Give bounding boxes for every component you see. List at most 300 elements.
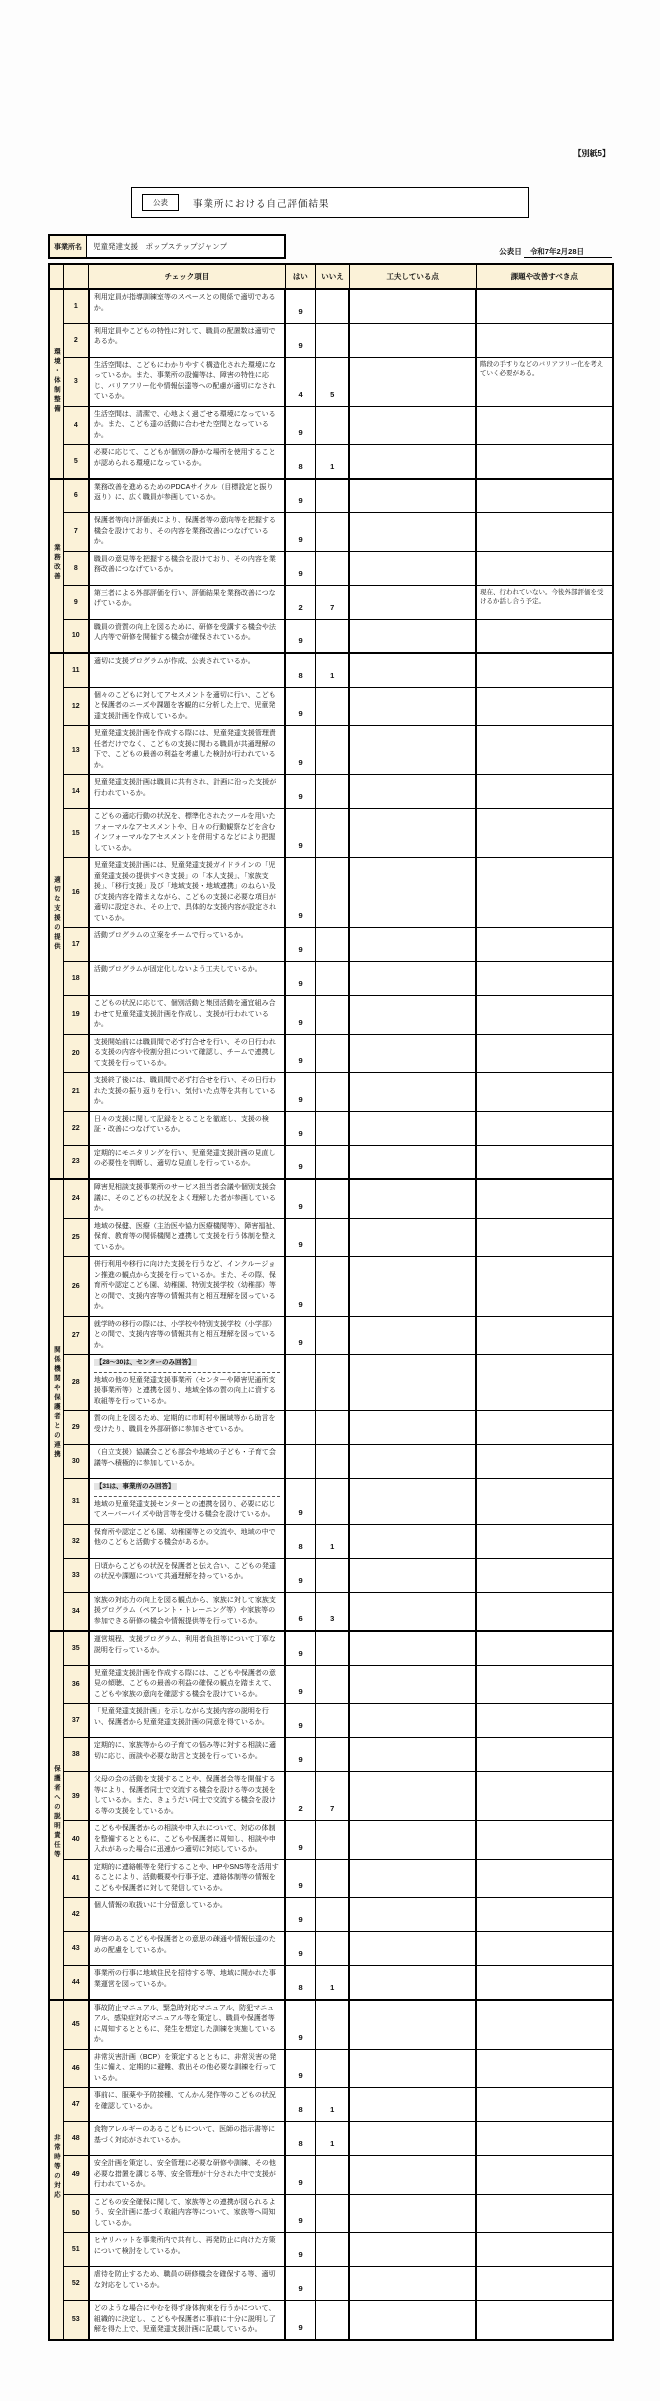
- check-item-text: [89, 619, 285, 653]
- check-item-text: [89, 585, 285, 619]
- row-number: 6: [63, 479, 89, 513]
- check-item-text: [89, 323, 285, 357]
- checklist-row: [49, 2088, 613, 2122]
- check-item-text: [89, 1257, 285, 1317]
- check-item-text: [89, 445, 285, 479]
- yes-count: 9: [285, 1821, 316, 1860]
- check-item-label: 職員の資質の向上を図るために、研修を受講する機会や法人内等で研修を開催する機会が確保されているか。: [93, 623, 276, 641]
- row-number: 13: [63, 726, 89, 775]
- issue-point-text: [476, 1524, 613, 1558]
- category-label: [49, 479, 63, 654]
- devised-point-text: [349, 996, 476, 1035]
- no-count: 7: [316, 1772, 350, 1821]
- no-count: 1: [316, 2122, 350, 2156]
- checklist-row: [49, 809, 613, 858]
- category-label: [49, 653, 63, 1179]
- issue-point-text: [476, 1665, 613, 1704]
- yes-count: 9: [285, 619, 316, 653]
- check-item-text: [89, 775, 285, 809]
- checklist-row: [49, 1111, 613, 1145]
- issue-point-text: [476, 726, 613, 775]
- issue-point-text: [476, 551, 613, 585]
- no-count: [316, 1316, 350, 1355]
- yes-count: 9: [285, 687, 316, 726]
- issue-point-text: [476, 323, 613, 357]
- no-count: [316, 996, 350, 1035]
- no-count: [316, 1257, 350, 1317]
- checklist-row: [49, 1179, 613, 1218]
- issue-point-text: [476, 1445, 613, 1479]
- yes-count: 9: [285, 2000, 316, 2050]
- office-name-value: 児童発達支援 ポップステップジャンプ: [93, 242, 228, 251]
- checklist-row: [49, 479, 613, 513]
- check-item-label: こどもの状況に応じて、個別活動と集団活動を適宜組み合わせて児童発達支援計画を作成し、支援が行われているか。: [93, 1000, 276, 1028]
- scope-note-text: 【31は、事業所のみ回答】: [95, 1483, 175, 1490]
- issue-point-text: [476, 1772, 613, 1821]
- devised-point-text: [349, 1966, 476, 2000]
- no-count: [316, 962, 350, 996]
- row-number: 27: [63, 1316, 89, 1355]
- checklist-row: [49, 858, 613, 928]
- row-number: 43: [63, 1932, 89, 1966]
- yes-count: 9: [285, 775, 316, 809]
- row-number: 17: [63, 928, 89, 962]
- publish-tag: 公表: [142, 194, 179, 211]
- devised-point-text: [349, 357, 476, 406]
- category-label: [49, 2000, 63, 2340]
- checklist-row: [49, 1524, 613, 1558]
- devised-point-text: [349, 1821, 476, 1860]
- scope-note: [94, 1482, 280, 1497]
- check-item-text: [89, 2049, 285, 2088]
- yes-count: 9: [285, 1898, 316, 1932]
- devised-point-text: [349, 1631, 476, 1665]
- check-item-label: 必要に応じて、こどもが個別の静かな場所を使用することが認められる環境になっているか。: [93, 449, 276, 467]
- row-number: 44: [63, 1966, 89, 2000]
- category-label-text: 環境・体制整備: [52, 348, 60, 415]
- issue-point-text: [476, 1631, 613, 1665]
- checklist-row: [49, 996, 613, 1035]
- row-number: 53: [63, 2301, 89, 2340]
- yes-count: 9: [285, 1073, 316, 1112]
- check-item-text: [89, 996, 285, 1035]
- no-count: [316, 726, 350, 775]
- issue-point-text: [476, 445, 613, 479]
- check-item-text: [89, 962, 285, 996]
- issue-point-text: [476, 1898, 613, 1932]
- checklist-row: [49, 445, 613, 479]
- checklist-row: [49, 653, 613, 687]
- check-item-label: 事前に、服薬や予防接種、てんかん発作等のこどもの状況を確認しているか。: [93, 2092, 276, 2110]
- no-count: [316, 1218, 350, 1257]
- devised-point-text: [349, 1218, 476, 1257]
- no-count: [316, 1631, 350, 1665]
- yes-count: 9: [285, 406, 316, 445]
- check-item-label: 地域の児童発達支援センターとの連携を図り、必要に応じてスーパーバイズや助言等を受ける機会を設けているか。: [93, 1500, 276, 1518]
- yes-count: 9: [285, 726, 316, 775]
- issue-point-text: [476, 2049, 613, 2088]
- devised-point-text: [349, 775, 476, 809]
- check-item-text: [89, 289, 285, 323]
- devised-point-text: [349, 858, 476, 928]
- check-item-label: 地域の保健、医療（主治医や協力医療機関等）、障害福祉、保育、教育等の関係機関と連携して支援を行う体制を整えているか。: [93, 1222, 280, 1251]
- category-label-text: 適切な支援の提供: [52, 875, 60, 952]
- row-number: 18: [63, 962, 89, 996]
- issue-point-text: [476, 809, 613, 858]
- category-label-text: 保護者への説明責任等: [52, 1765, 60, 1861]
- check-item-text: [89, 551, 285, 585]
- issue-point-text: [476, 1073, 613, 1112]
- check-item-label: 個々のこどもに対してアセスメントを適切に行い、こどもと保護者のニーズや課題を客観的に分析した上で、児童発達支援計画を作成しているか。: [93, 691, 276, 720]
- checklist-row: [49, 2000, 613, 2050]
- devised-point-text: [349, 585, 476, 619]
- devised-point-text: [349, 1558, 476, 1592]
- issue-point-text: [476, 2122, 613, 2156]
- devised-point-text: [349, 1111, 476, 1145]
- check-item-label: 第三者による外部評価を行い、評価結果を業務改善につなげているか。: [93, 589, 276, 607]
- no-count: [316, 2301, 350, 2340]
- no-count: [316, 809, 350, 858]
- row-number: 2: [63, 323, 89, 357]
- yes-count: 8: [285, 1524, 316, 1558]
- meta-row: [48, 234, 612, 259]
- row-number: 51: [63, 2233, 89, 2267]
- publish-date-label: 公表日: [499, 247, 522, 256]
- yes-count: 8: [285, 445, 316, 479]
- issue-point-text: [476, 1145, 613, 1179]
- checklist-row: [49, 1316, 613, 1355]
- yes-count: 9: [285, 551, 316, 585]
- check-item-label: 児童発達支援計画は職員に共有され、計画に沿った支援が行われているか。: [93, 779, 277, 797]
- issue-point-text: [476, 2000, 613, 2050]
- check-item-text: [89, 1479, 285, 1525]
- yes-count: 9: [285, 928, 316, 962]
- checklist-row: [49, 2156, 613, 2195]
- yes-count: 9: [285, 1179, 316, 1218]
- yes-count: 9: [285, 809, 316, 858]
- checklist-row: [49, 2122, 613, 2156]
- check-item-text: [89, 726, 285, 775]
- check-item-text: [89, 2122, 285, 2156]
- issue-point-text: [476, 687, 613, 726]
- yes-count: 9: [285, 2233, 316, 2267]
- yes-count: 9: [285, 858, 316, 928]
- check-item-label: 支援終了後には、職員間で必ず打合せを行い、その日行われた支援の振り返りを行い、気付いた点等を共有しているか。: [93, 1077, 276, 1105]
- devised-point-text: [349, 323, 476, 357]
- checklist-row: [49, 726, 613, 775]
- category-label: [49, 1179, 63, 1631]
- issue-point-text: [476, 1355, 613, 1411]
- check-item-label: 定期的に連絡帳等を発行することや、HPやSNS等を活用することにより、活動概要や行事予定、連絡体制等の情報をこどもや保護者に対して発信しているか。: [93, 1863, 279, 1892]
- no-count: 1: [316, 445, 350, 479]
- row-number: 12: [63, 687, 89, 726]
- category-label-text: 関係機関や保護者との連携: [52, 1345, 60, 1460]
- devised-point-text: [349, 2233, 476, 2267]
- check-item-text: [89, 1966, 285, 2000]
- check-item-label: 運営規程、支援プログラム、利用者負担等について丁寧な説明を行っているか。: [93, 1636, 276, 1654]
- no-count: [316, 2233, 350, 2267]
- row-number: 40: [63, 1821, 89, 1860]
- page-title: 事業所における自己評価結果: [193, 198, 330, 210]
- devised-point-text: [349, 1592, 476, 1631]
- check-item-label: 定期的に、家族等からの子育ての悩み等に対する相談に適切に応じ、面談や必要な助言と支援を行っているか。: [93, 1742, 276, 1760]
- no-count: 3: [316, 1592, 350, 1631]
- devised-point-text: [349, 2000, 476, 2050]
- check-item-label: 利用定員やこどもの特性に対して、職員の配置数は適切であるか。: [93, 327, 276, 345]
- devised-point-text: [349, 809, 476, 858]
- issue-point-text: [476, 2233, 613, 2267]
- issue-point-text: [476, 1859, 613, 1898]
- no-count: [316, 1073, 350, 1112]
- row-number: 50: [63, 2194, 89, 2233]
- checklist-row: [49, 1665, 613, 1704]
- check-item-label: こどもの安全確保に関して、家族等との連携が図られるよう、安全計画に基づく取組内容等について、家族等へ周知しているか。: [93, 2198, 276, 2227]
- row-number: 46: [63, 2049, 89, 2088]
- check-item-text: [89, 406, 285, 445]
- no-count: 1: [316, 653, 350, 687]
- row-number: 45: [63, 2000, 89, 2050]
- checklist-row: [49, 551, 613, 585]
- check-item-label: 父母の会の活動を支援することや、保護者会等を開催する等により、保護者同士で交流する機会を設ける等の支援をしているか。また、きょうだい同士で交流する機会を設ける等の支援をしているか。: [93, 1776, 276, 1815]
- check-item-label: 安全計画を策定し、安全管理に必要な研修や訓練、その他必要な措置を講じる等、安全管理が十分された中で支援が行われているか。: [93, 2160, 276, 2188]
- checklist-row: [49, 1218, 613, 1257]
- yes-count: 8: [285, 2122, 316, 2156]
- office-name-box: [48, 234, 286, 259]
- issue-point-text: [476, 406, 613, 445]
- row-number: 23: [63, 1145, 89, 1179]
- check-item-text: [89, 928, 285, 962]
- devised-point-text: [349, 2122, 476, 2156]
- checklist-row: [49, 1558, 613, 1592]
- check-item-text: [89, 809, 285, 858]
- check-item-label: 事故防止マニュアル、緊急時対応マニュアル、防犯マニュアル、感染症対応マニュアル等を策定し、職員や保護者等に周知するとともに、発生を想定した訓練を実施しているか。: [93, 2004, 276, 2043]
- no-count: [316, 2194, 350, 2233]
- check-item-text: [89, 2156, 285, 2195]
- issue-point-text: [476, 289, 613, 323]
- no-count: 7: [316, 585, 350, 619]
- no-count: [316, 1445, 350, 1479]
- checklist-row: [49, 1966, 613, 2000]
- check-item-label: 併行利用や移行に向けた支援を行うなど、インクルージョン推進の観点から支援を行っているか。また、その際、保育所や認定こども園、幼稚園、特別支援学校（幼稚部）等との間で、支援内容等の情報共有と相互理解を図っているか。: [93, 1261, 276, 1310]
- yes-count: 9: [285, 1479, 316, 1525]
- check-item-label: 支援開始前には職員間で必ず打合せを行い、その日行われる支援の内容や役割分担について確認し、チームで連携して支援を行っているか。: [93, 1038, 276, 1067]
- check-item-label: 日頃からこどもの状況を保護者と伝え合い、こどもの発達の状況や課題について共通理解を持っているか。: [93, 1562, 276, 1580]
- category-label: [49, 1631, 63, 2000]
- no-count: [316, 2267, 350, 2301]
- check-item-text: [89, 1772, 285, 1821]
- yes-count: 9: [285, 479, 316, 513]
- issue-point-text: [476, 775, 613, 809]
- check-item-text: [89, 1145, 285, 1179]
- check-item-text: [89, 687, 285, 726]
- checklist-row: [49, 775, 613, 809]
- row-number: 29: [63, 1411, 89, 1445]
- issue-point-text: [476, 2301, 613, 2340]
- no-count: [316, 1145, 350, 1179]
- row-number: 25: [63, 1218, 89, 1257]
- no-count: [316, 775, 350, 809]
- devised-point-text: [349, 653, 476, 687]
- issue-point-text: [476, 858, 613, 928]
- yes-count: 9: [285, 2156, 316, 2195]
- issue-point-text: [476, 1257, 613, 1317]
- checklist-row: [49, 928, 613, 962]
- yes-count: 9: [285, 2301, 316, 2340]
- check-item-label: 保育所や認定こども園、幼稚園等との交流や、地域の中で他のこどもと活動する機会があるか。: [93, 1528, 276, 1546]
- no-count: [316, 858, 350, 928]
- no-count: 5: [316, 357, 350, 406]
- check-item-text: [89, 1179, 285, 1218]
- devised-point-text: [349, 1704, 476, 1738]
- yes-count: 9: [285, 1034, 316, 1073]
- row-number: 16: [63, 858, 89, 928]
- no-count: 1: [316, 2088, 350, 2122]
- checklist-row: [49, 1738, 613, 1772]
- devised-point-text: [349, 962, 476, 996]
- checklist-row: [49, 2049, 613, 2088]
- row-number: 24: [63, 1179, 89, 1218]
- no-count: [316, 406, 350, 445]
- no-count: [316, 289, 350, 323]
- check-item-label: 「児童発達支援計画」を示しながら支援内容の説明を行い、保護者から児童発達支援計画の同意を得ているか。: [93, 1708, 269, 1726]
- issue-point-text: [476, 962, 613, 996]
- devised-point-text: [349, 406, 476, 445]
- yes-count: 2: [285, 585, 316, 619]
- check-item-label: 生活空間は、清潔で、心地よく過ごせる環境になっているか。また、こども達の活動に合わせた空間となっているか。: [93, 410, 276, 439]
- devised-point-text: [349, 2156, 476, 2195]
- checklist-row: [49, 406, 613, 445]
- check-item-text: [89, 1411, 285, 1445]
- check-item-label: 利用定員が指導訓練室等のスペースとの関係で適切であるか。: [93, 294, 276, 312]
- row-number: 36: [63, 1665, 89, 1704]
- yes-count: 9: [285, 1316, 316, 1355]
- yes-count: 9: [285, 1859, 316, 1898]
- devised-point-text: [349, 1445, 476, 1479]
- no-count: [316, 1411, 350, 1445]
- check-item-label: 適切に支援プログラムが作成、公表されているか。: [93, 658, 255, 665]
- check-item-label: こどもの適応行動の状況を、標準化されたツールを用いたフォーマルなアセスメントや、日々の行動観察などを含むインフォーマルなアセスメントを併用するなどにより把握しているか。: [93, 813, 276, 852]
- header-number-spacer: [63, 264, 89, 289]
- issue-point-text: [476, 928, 613, 962]
- check-item-label: 児童発達支援計画を作成する際には、児童発達支援管理責任者だけでなく、こどもの支援に関わる職員が共通理解の下で、こどもの最善の利益を考慮した検討が行われているか。: [93, 730, 276, 769]
- issue-point-text: [476, 513, 613, 552]
- checklist-row: [49, 1479, 613, 1525]
- no-count: [316, 1355, 350, 1411]
- no-count: [316, 2049, 350, 2088]
- devised-point-text: [349, 1859, 476, 1898]
- check-item-text: [89, 1524, 285, 1558]
- issue-point-text: [476, 1738, 613, 1772]
- devised-point-text: [349, 1145, 476, 1179]
- devised-point-text: [349, 2049, 476, 2088]
- issue-point-text: [476, 1704, 613, 1738]
- check-item-label: （自立支援）協議会こども部会や地域の子ども・子育て会議等へ積極的に参加しているか。: [93, 1449, 276, 1467]
- no-count: [316, 1665, 350, 1704]
- issue-point-text: [476, 1821, 613, 1860]
- yes-count: 8: [285, 2088, 316, 2122]
- devised-point-text: [349, 1772, 476, 1821]
- check-item-label: ヒヤリハットを事業所内で共有し、再発防止に向けた方策について検討をしているか。: [93, 2237, 276, 2255]
- checklist-row: [49, 962, 613, 996]
- check-item-label: 日々の支援に関して記録をとることを徹底し、支援の検証・改善につなげているか。: [93, 1115, 269, 1133]
- devised-point-text: [349, 513, 476, 552]
- yes-count: 9: [285, 1704, 316, 1738]
- checklist-row: [49, 1592, 613, 1631]
- row-number: 11: [63, 653, 89, 687]
- issue-point-text: [476, 2267, 613, 2301]
- check-item-label: 障害のあるこどもや保護者との意思の疎通や情報伝達のための配慮をしているか。: [93, 1936, 276, 1954]
- row-number: 34: [63, 1592, 89, 1631]
- devised-point-text: [349, 2267, 476, 2301]
- devised-point-text: [349, 1411, 476, 1445]
- issue-point-text: [476, 2194, 613, 2233]
- no-count: [316, 619, 350, 653]
- checklist-row: [49, 1631, 613, 1665]
- row-number: 47: [63, 2088, 89, 2122]
- check-item-label: 虐待を防止するため、職員の研修機会を確保する等、適切な対応をしているか。: [93, 2271, 276, 2289]
- checklist-row: [49, 687, 613, 726]
- scope-note-text: 【28～30は、センターのみ回答】: [95, 1359, 195, 1366]
- no-count: [316, 479, 350, 513]
- row-number: 3: [63, 357, 89, 406]
- check-item-text: [89, 1111, 285, 1145]
- devised-point-text: [349, 551, 476, 585]
- devised-point-text: [349, 1898, 476, 1932]
- row-number: 26: [63, 1257, 89, 1317]
- row-number: 33: [63, 1558, 89, 1592]
- issue-point-text: 現在、行われていない。今後外部評価を受けるか話し合う予定。: [476, 585, 613, 619]
- header-no: いいえ: [316, 264, 350, 289]
- no-count: [316, 1821, 350, 1860]
- check-item-text: [89, 1631, 285, 1665]
- no-count: [316, 1479, 350, 1525]
- checklist-body: [49, 289, 613, 2340]
- devised-point-text: [349, 1524, 476, 1558]
- no-count: 1: [316, 1524, 350, 1558]
- self-evaluation-table: [48, 263, 614, 2341]
- check-item-text: [89, 858, 285, 928]
- devised-point-text: [349, 619, 476, 653]
- check-item-text: [89, 1073, 285, 1112]
- check-item-label: 質の向上を図るため、定期的に市町村や圏域等から助言を受けたり、職員を外部研修に参加させているか。: [93, 1415, 276, 1433]
- check-item-label: 個人情報の取扱いに十分留意しているか。: [93, 1902, 227, 1909]
- yes-count: 8: [285, 653, 316, 687]
- yes-count: 9: [285, 1558, 316, 1592]
- devised-point-text: [349, 479, 476, 513]
- row-number: 15: [63, 809, 89, 858]
- no-count: [316, 1932, 350, 1966]
- no-count: [316, 928, 350, 962]
- check-item-text: [89, 2301, 285, 2340]
- row-number: 42: [63, 1898, 89, 1932]
- checklist-row: [49, 1073, 613, 1112]
- scope-note: [94, 1358, 280, 1373]
- yes-count: [285, 1411, 316, 1445]
- no-count: 1: [316, 1966, 350, 2000]
- attachment-label: 【別紙5】: [573, 149, 610, 158]
- checklist-row: [49, 357, 613, 406]
- yes-count: 9: [285, 1932, 316, 1966]
- row-number: 32: [63, 1524, 89, 1558]
- no-count: [316, 1111, 350, 1145]
- table-header-row: [49, 264, 613, 289]
- no-count: [316, 513, 350, 552]
- yes-count: [285, 1445, 316, 1479]
- check-item-text: [89, 2088, 285, 2122]
- yes-count: 9: [285, 1631, 316, 1665]
- row-number: 35: [63, 1631, 89, 1665]
- issue-point-text: [476, 1558, 613, 1592]
